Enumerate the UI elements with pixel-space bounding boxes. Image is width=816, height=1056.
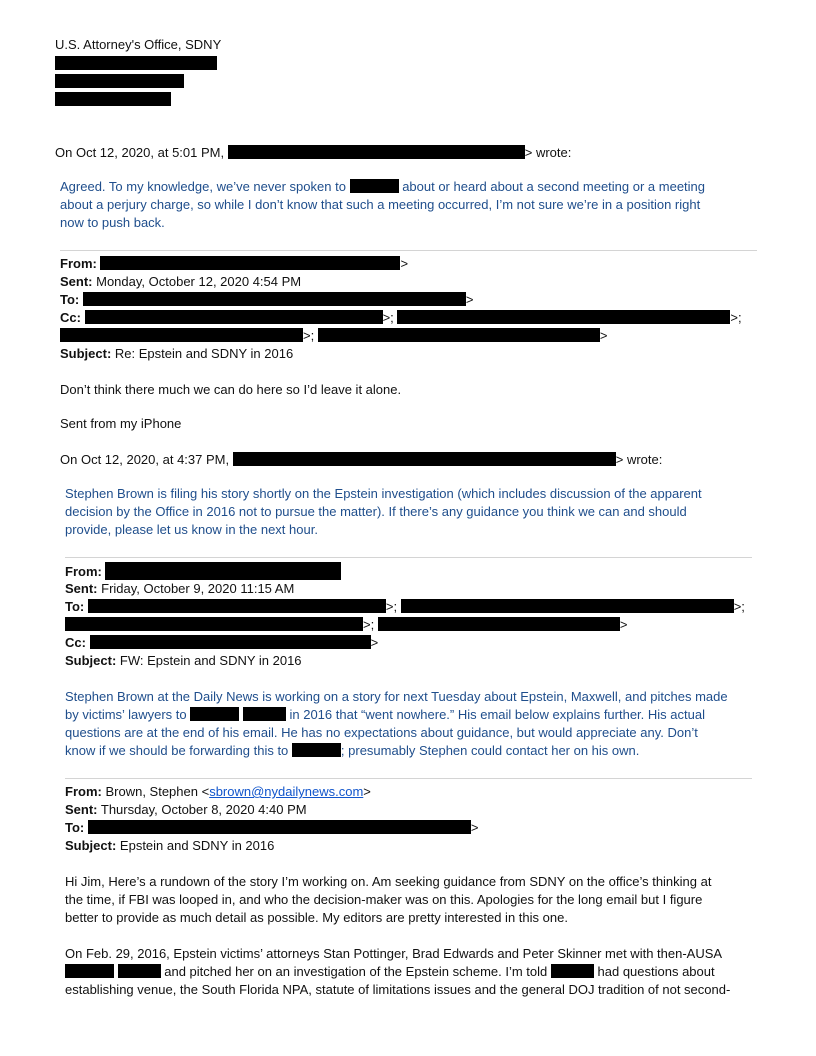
- wrote-line: [60, 451, 662, 469]
- redaction-block: [60, 328, 303, 342]
- divider: [65, 557, 752, 558]
- header-to-cont: [65, 616, 627, 634]
- header-label: Sent:: [60, 274, 93, 289]
- body-line: [65, 742, 639, 760]
- header-cc-cont: [60, 327, 607, 345]
- wrote-line: [55, 144, 571, 162]
- redaction-block: [55, 74, 184, 88]
- redaction-block: [55, 92, 171, 106]
- header-label: Cc:: [60, 310, 81, 325]
- header-label: Sent:: [65, 802, 98, 817]
- header-sent: [65, 580, 294, 598]
- header-value: Brown, Stephen <: [105, 784, 210, 799]
- header-label: From:: [60, 256, 97, 271]
- body-line: [65, 963, 715, 981]
- header-to: [65, 819, 478, 837]
- body-line: the time, if FBI was looped in, and who the decision-maker was on this. Apologies for the long email but I figure: [65, 892, 703, 907]
- body-line: Stephen Brown at the Daily News is working on a story for next Tuesday about Epstein, Maxwell, and pitches made: [65, 689, 728, 704]
- redaction-block: [118, 964, 161, 978]
- body-text: about or heard about a second meeting or a meeting: [402, 179, 706, 194]
- header-value: Thursday, October 8, 2020 4:40 PM: [100, 802, 307, 817]
- redaction-block: [228, 145, 525, 159]
- header-from: [65, 783, 371, 801]
- header-label: To:: [65, 599, 85, 614]
- body-line: questions are at the end of his email. He has no expectations about guidance, but would appreciate any. Don’t: [65, 725, 698, 740]
- email-link[interactable]: sbrown@nydailynews.com: [209, 784, 364, 799]
- body-text: ; presumably Stephen could contact her on his own.: [340, 743, 640, 758]
- wrote-prefix: On Oct 12, 2020, at 5:01 PM,: [55, 145, 225, 160]
- header-label: Subject:: [65, 838, 117, 853]
- redaction-block: [55, 56, 217, 70]
- redaction-block: [292, 743, 341, 757]
- redaction-block: [378, 617, 620, 631]
- header-value: FW: Epstein and SDNY in 2016: [119, 653, 302, 668]
- body-text: know if we should be forwarding this to: [65, 743, 289, 758]
- header-subject: [65, 652, 302, 670]
- header-sep: >: [470, 820, 479, 835]
- header-sep: >;: [385, 599, 398, 614]
- body-line: Stephen Brown is filing his story shortly on the Epstein investigation (which includes discussion of the apparent: [65, 486, 702, 501]
- header-sep: >;: [363, 617, 375, 632]
- redaction-block: [83, 292, 466, 306]
- header-from: [65, 562, 341, 581]
- redaction-block: [401, 599, 734, 613]
- body-text: had questions about: [597, 964, 715, 979]
- signature: Sent from my iPhone: [60, 416, 182, 431]
- body-line: better to provide as much detail as possible. My editors are pretty interested in this one.: [65, 910, 568, 925]
- header-sep: >: [465, 292, 474, 307]
- body-line: [60, 178, 705, 196]
- header-sent: [60, 273, 301, 291]
- redaction-block: [233, 452, 616, 466]
- header-sep: >: [370, 635, 379, 650]
- body-text: and pitched her on an investigation of the Epstein scheme. I’m told: [164, 964, 548, 979]
- office-name: U.S. Attorney's Office, SDNY: [55, 37, 222, 52]
- redaction-block: [85, 310, 383, 324]
- body-line: [65, 706, 705, 724]
- header-value: Re: Epstein and SDNY in 2016: [114, 346, 294, 361]
- redaction-block: [65, 964, 114, 978]
- divider: [65, 778, 752, 779]
- body-line: provide, please let us know in the next hour.: [65, 522, 318, 537]
- header-sent: [65, 801, 307, 819]
- redaction-block: [65, 617, 363, 631]
- redaction-block: [90, 635, 371, 649]
- header-sep: >;: [303, 328, 315, 343]
- header-label: From:: [65, 784, 102, 799]
- wrote-prefix: On Oct 12, 2020, at 4:37 PM,: [60, 452, 230, 467]
- header-label: To:: [60, 292, 80, 307]
- body-text: by victims’ lawyers to: [65, 707, 187, 722]
- redaction-block: [190, 707, 239, 721]
- body-line: about a perjury charge, so while I don’t know that such a meeting occurred, I’m not sure we’re in a position right: [60, 197, 701, 212]
- header-cc: [65, 634, 378, 652]
- body-line: establishing venue, the South Florida NPA, statute of limitations issues and the general DOJ tradition of not second-: [65, 982, 731, 997]
- header-value: Friday, October 9, 2020 11:15 AM: [101, 581, 295, 596]
- wrote-suffix: > wrote:: [615, 452, 663, 467]
- body-line: Don’t think there much we can do here so I’d leave it alone.: [60, 382, 402, 397]
- header-from: [60, 255, 408, 273]
- header-subject: [65, 837, 274, 855]
- body-text: in 2016 that “went nowhere.” His email below explains further. His actual: [289, 707, 705, 722]
- header-sep: >;: [382, 310, 394, 325]
- header-sep: >: [363, 784, 371, 799]
- redaction-block: [318, 328, 600, 342]
- header-sep: >: [400, 256, 409, 271]
- header-subject: [60, 345, 293, 363]
- redaction-block: [397, 310, 730, 324]
- body-line: decision by the Office in 2016 not to pursue the matter). If there’s any guidance you think we can and should: [65, 504, 687, 519]
- redaction-block: [243, 707, 286, 721]
- divider: [60, 250, 757, 251]
- redaction-block: [105, 562, 341, 580]
- header-cc: [60, 309, 742, 327]
- header-to: [65, 598, 745, 616]
- header-to: [60, 291, 473, 309]
- header-label: Sent:: [65, 581, 98, 596]
- body-line: On Feb. 29, 2016, Epstein victims’ attorneys Stan Pottinger, Brad Edwards and Peter Skinner met with then-AUSA: [65, 946, 723, 961]
- header-label: From:: [65, 564, 102, 579]
- redaction-block: [350, 179, 399, 193]
- redaction-block: [88, 820, 471, 834]
- header-sep: >: [599, 328, 608, 343]
- header-sep: >: [619, 617, 628, 632]
- header-label: Cc:: [65, 635, 86, 650]
- header-label: Subject:: [65, 653, 117, 668]
- header-value: Epstein and SDNY in 2016: [119, 838, 275, 853]
- redaction-block: [100, 256, 400, 270]
- header-label: Subject:: [60, 346, 112, 361]
- body-line: now to push back.: [60, 215, 165, 230]
- wrote-suffix: > wrote:: [524, 145, 572, 160]
- header-value: Monday, October 12, 2020 4:54 PM: [96, 274, 302, 289]
- body-text: Agreed. To my knowledge, we’ve never spoken to: [60, 179, 346, 194]
- header-label: To:: [65, 820, 85, 835]
- redaction-block: [88, 599, 386, 613]
- body-line: Hi Jim, Here’s a rundown of the story I’m working on. Am seeking guidance from SDNY on the office’s thinking at: [65, 874, 712, 889]
- header-sep: >;: [730, 310, 742, 325]
- header-sep: >;: [733, 599, 745, 614]
- redaction-block: [551, 964, 594, 978]
